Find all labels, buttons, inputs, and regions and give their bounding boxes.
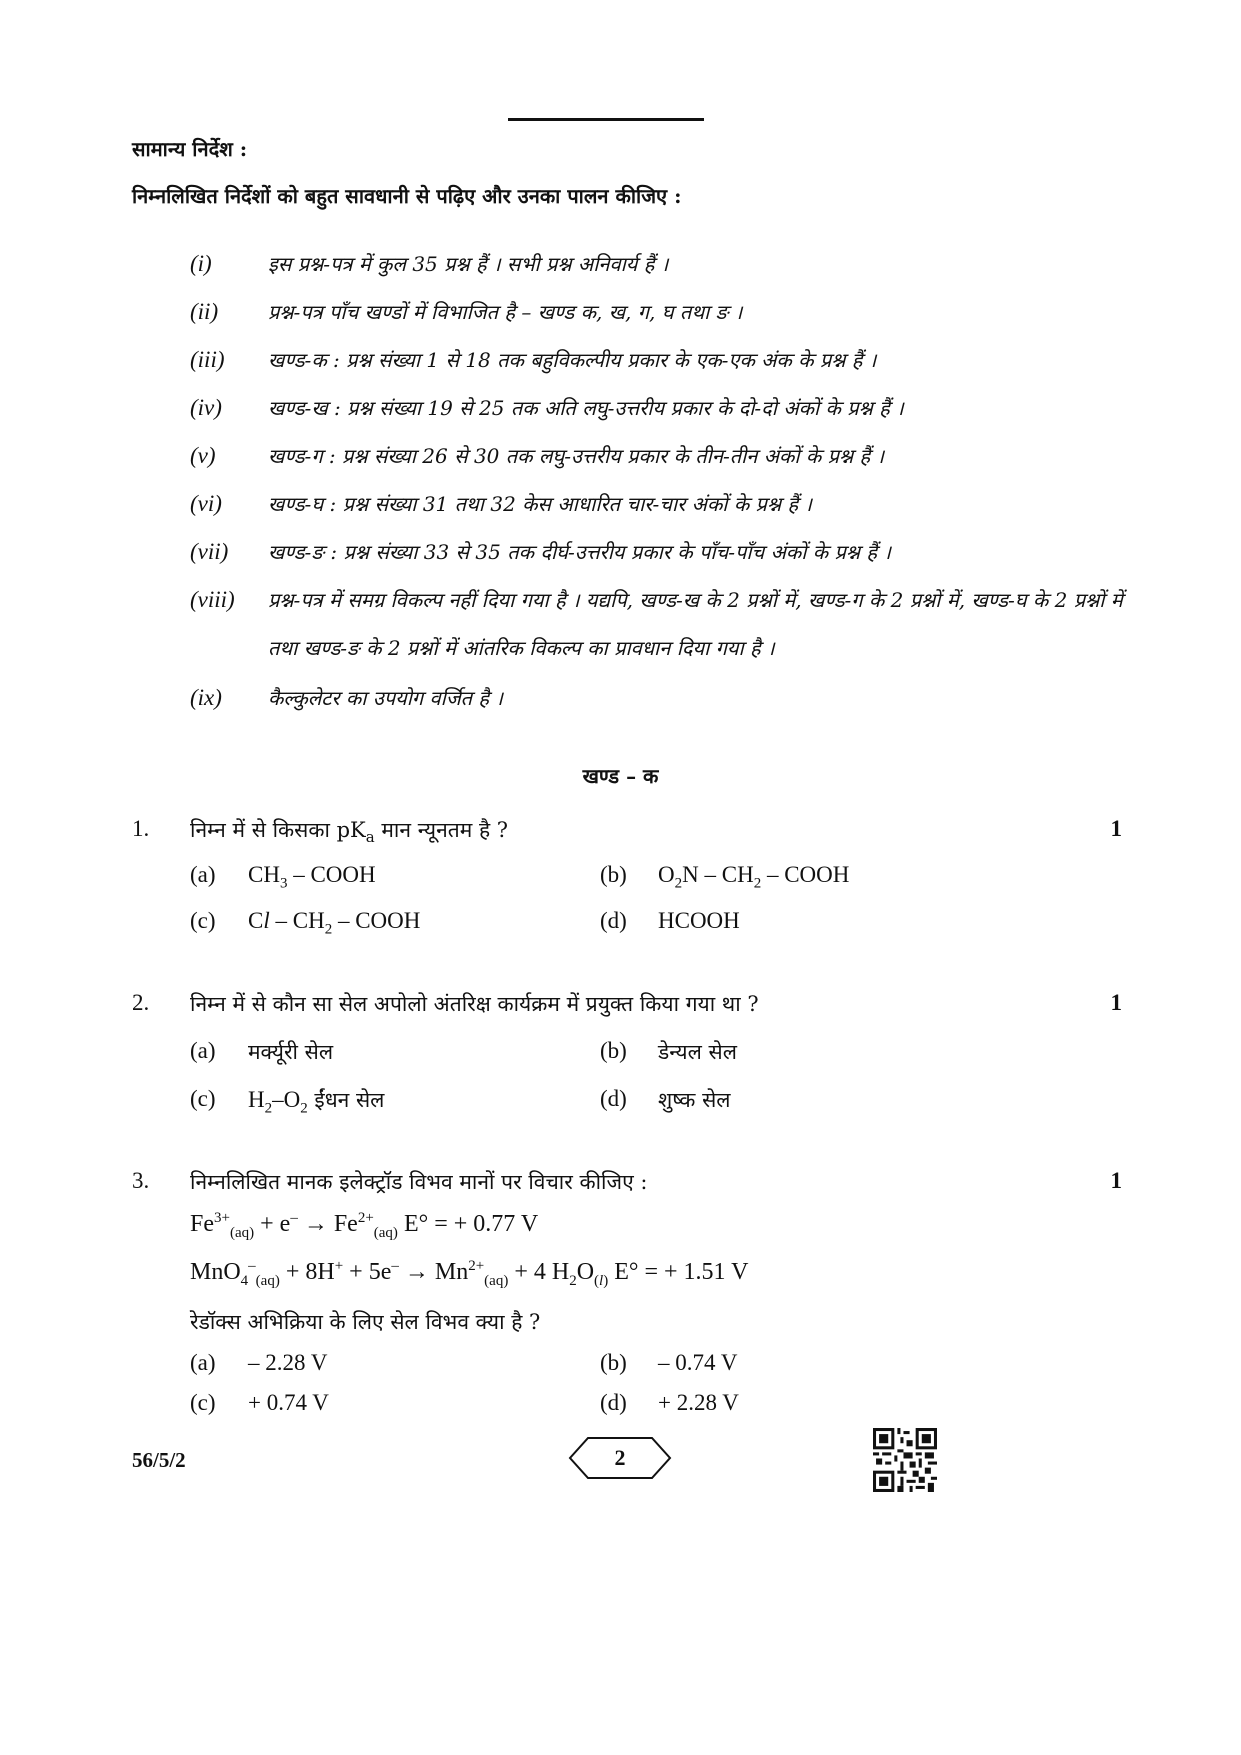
question-1 xyxy=(132,816,1122,846)
exam-page: सामान्य निर्देश : निम्नलिखित निर्देशों को बहुत सावधानी से पढ़िए और उनका पालन कीजिए : (i) इस प्रश्न-पत्र में कुल 35 प्रश्न हैं । सभी प्रश्न अनिवार्य हैं । (ii) प्रश्न-पत्र पाँच खण्डों में विभाजित है – खण्ड क, ख, ग, घ तथा ङ । (iii) खण्ड-क : प्रश्न संख्या 1 से 18 तक बहुविकल्पीय प्रकार के एक-एक अंक के प्रश्न हैं । (iv) खण्ड-ख : प्रश्न संख्या 19 से 25 तक अति लघु-उत्तरीय प्रकार के दो-दो अंकों के प्रश्न हैं । (v) खण्ड-ग : प्रश्न संख्या 26 से 30 तक लघु-उत्तरीय प्रकार के तीन-तीन अंकों के प्रश्न हैं । (vi) खण्ड-घ : प्रश्न संख्या 31 तथा 32 केस आधारित चार-चार अंकों के प्रश्न हैं । (vii) खण्ड-ङ : प्रश्न संख्या 33 से 35 तक दीर्घ-उत्तरीय प्रकार के पाँच-पाँच अंकों के प्रश्न हैं । (viii) प्रश्न-पत्र में समग्र विकल्प नहीं दिया गया है । यद्यपि, खण्ड-ख के 2 प्रश्नों में, खण्ड-ग के 2 प्रश्नों में, खण्ड-घ के 2 प्रश्नों में तथा खण्ड-ङ के 2 प्रश्नों में आंतरिक विकल्प का प्रावधान दिया गया है । (ix) कैल्कुलेटर का उपयोग वर्जित है । खण्ड – क 1. निम्न में से किसका $pK_a$ मान न्यूनतम है ? 1 (a) $CH_3$ – COOH (b) $O_2N - CH_2$ – COOH (c) Cl – $CH_2$ – COOH (d) HCOOH 2. निम्न में से कौन सा सेल अपोलो अंतरिक्ष कार्यक्रम में प्रयुक्त किया गया था ? 1 (a) मर्क्यूरी सेल (b) डेन्यल सेल (c) $H_2-O_2$ ईंधन सेल (d) शुष्क सेल 3. निम्नलिखित मानक इलेक्ट्रॉड विभव मानों पर विचार कीजिए : 1 $Fe^{3+}_{(aq)} + e^- \to Fe^{2+}_{(aq)}$ E° = + 0.77 V $MnO_4^-_{(aq)} + 8H^+ + 5e^- \to Mn^{2+}_{(aq)} + 4$ $H_2O_{(l)}$ E° = + 1.51 V रेडॉक्स अभिक्रिया के लिए सेल विभव क्या है ? (a) – 2.28 V (b) – 0.74 V (c) + 0.74 V (d) + 2.28 V 56/5/2 2 xyxy=(0,0,1241,1755)
option-value: मर्क्यूरी सेल xyxy=(248,1040,334,1064)
equation-mno4: $MnO_4^-_{(aq)} + 8H^+ + 5e^- \to Mn^{2+}_{(aq)} + 4$ $H_2O_{(l)}$ E° = + 1.51 V xyxy=(190,1258,749,1289)
question-number: 2. xyxy=(132,990,150,1015)
question-text: निम्न में से किसका $pK_a$ मान न्यूनतम है ? xyxy=(190,818,509,847)
option-value: डेन्यल सेल xyxy=(658,1040,737,1064)
qr-code-icon xyxy=(873,1428,937,1492)
top-rule xyxy=(508,118,704,121)
option-value: $CH_3$ – COOH xyxy=(248,862,376,892)
question-3 xyxy=(132,1168,1122,1198)
question-number: 1. xyxy=(132,816,150,841)
option-value: शुष्क सेल xyxy=(658,1088,731,1112)
option-value: + 2.28 V xyxy=(658,1390,739,1415)
question-number: 3. xyxy=(132,1168,150,1193)
general-instructions-title: सामान्य निर्देश : xyxy=(132,137,248,161)
read-instructions-line: निम्नलिखित निर्देशों को बहुत सावधानी से पढ़िए और उनका पालन कीजिए : xyxy=(132,184,682,208)
option-value: – 0.74 V xyxy=(658,1350,738,1375)
option-value: $O_2N - CH_2$ – COOH xyxy=(658,862,850,892)
marks: 1 xyxy=(1110,816,1122,841)
option-value: Cl – $CH_2$ – COOH xyxy=(248,908,421,938)
question-3-prompt: रेडॉक्स अभिक्रिया के लिए सेल विभव क्या है ? xyxy=(190,1310,541,1334)
question-2 xyxy=(132,990,1122,1020)
option-value: HCOOH xyxy=(658,908,740,933)
page-number: 2 xyxy=(614,1445,626,1470)
paper-code: 56/5/2 xyxy=(132,1448,186,1472)
option-value: $H_2-O_2$ ईंधन सेल xyxy=(248,1087,385,1117)
equation-fe: $Fe^{3+}_{(aq)} + e^- \to Fe^{2+}_{(aq)}$ E° = + 0.77 V xyxy=(190,1210,539,1241)
section-title: खण्ड – क xyxy=(582,764,659,788)
marks: 1 xyxy=(1110,1168,1122,1193)
question-text: निम्नलिखित मानक इलेक्ट्रॉड विभव मानों पर विचार कीजिए : xyxy=(190,1170,648,1194)
marks: 1 xyxy=(1110,990,1122,1015)
option-value: – 2.28 V xyxy=(248,1350,328,1375)
option-value: + 0.74 V xyxy=(248,1390,329,1415)
page-number-badge xyxy=(568,1436,672,1480)
question-text: निम्न में से कौन सा सेल अपोलो अंतरिक्ष कार्यक्रम में प्रयुक्त किया गया था ? xyxy=(190,992,759,1016)
